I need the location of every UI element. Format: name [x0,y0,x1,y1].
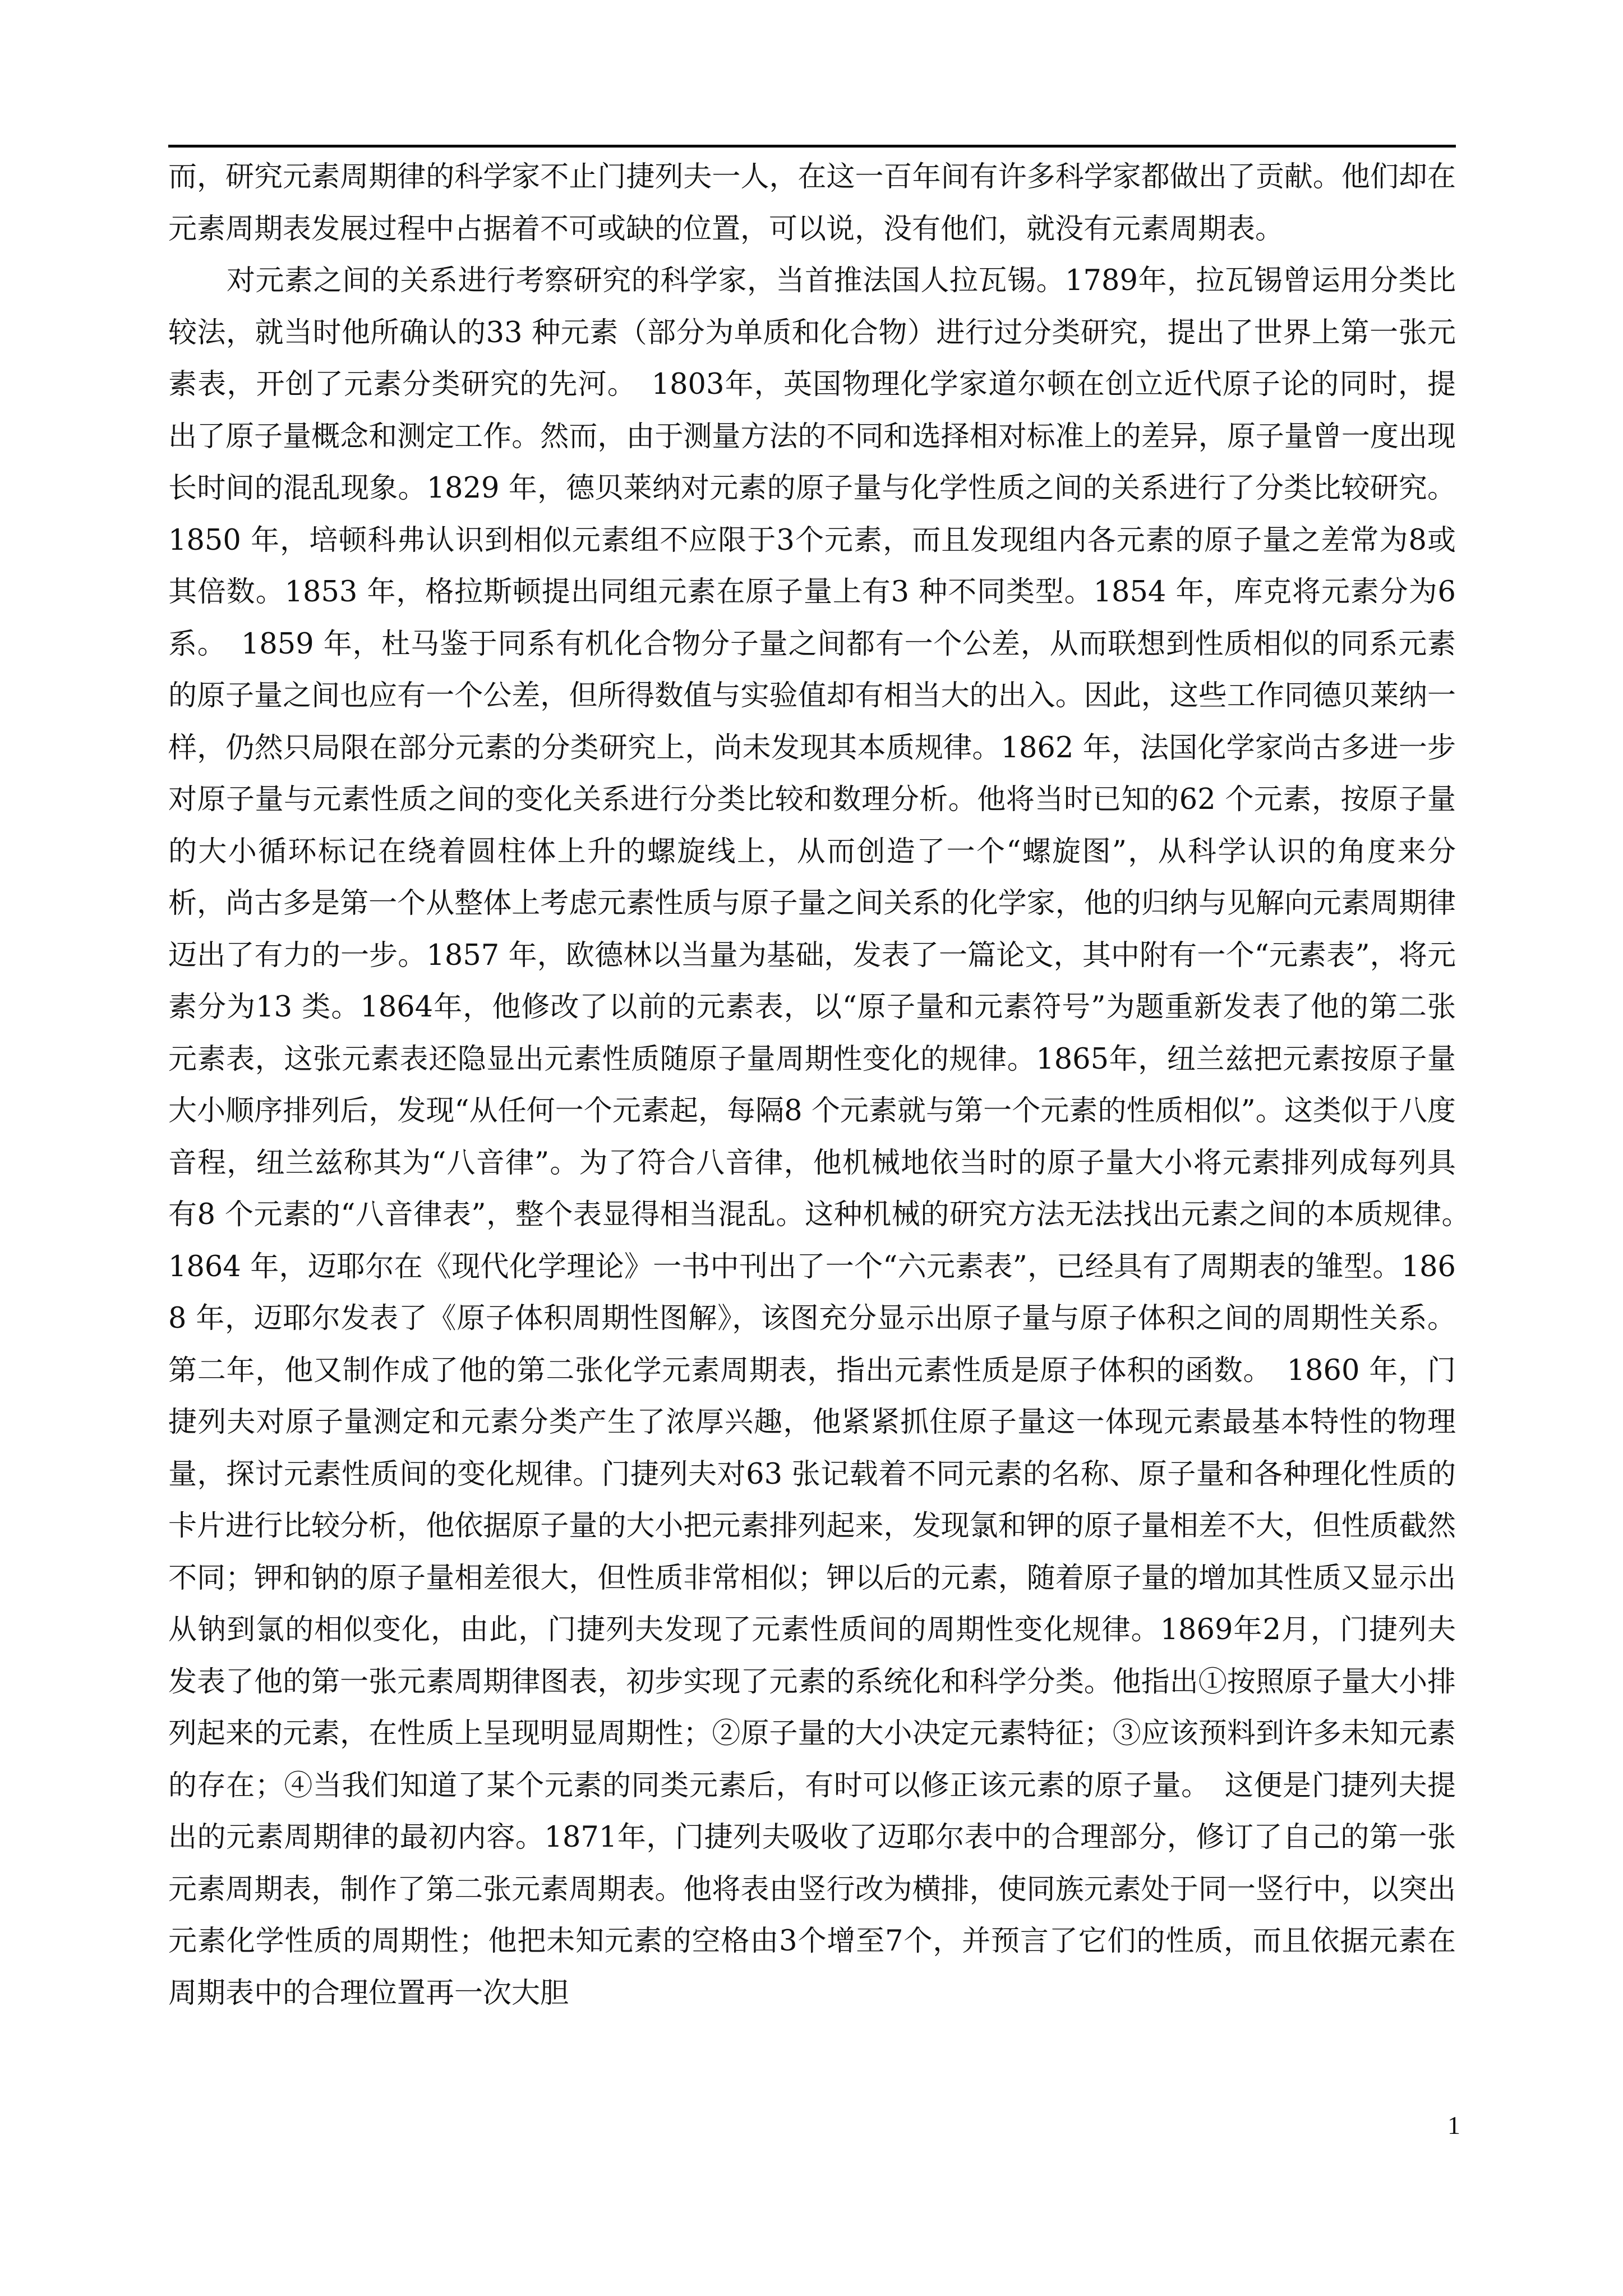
paragraph-history-periodic-law: 对元素之间的关系进行考察研究的科学家，当首推法国人拉瓦锡。1789年，拉瓦锡曾运用分类比较法，就当时他所确认的33 种元素（部分为单质和化合物）进行过分类研究，提出了世界上第一张元素表，开创了元素分类研究的先河。 1803年，英国物理化学家道尔顿在创立近代原子论的同时，提出了原子量概念和测定工作。然而，由于测量方法的不同和选择相对标准上的差异，原子量曾一度出现长时间的混乱现象。1829 年，德贝莱纳对元素的原子量与化学性质之间的关系进行了分类比较研究。1850 年，培顿科弗认识到相似元素组不应限于3个元素，而且发现组内各元素的原子量之差常为8或其倍数。1853 年，格拉斯顿提出同组元素在原子量上有3 种不同类型。1854 年，库克将元素分为6 系。 1859 年，杜马鉴于同系有机化合物分子量之间都有一个公差，从而联想到性质相似的同系元素的原子量之间也应有一个公差，但所得数值与实验值却有相当大的出入。因此，这些工作同德贝莱纳一样，仍然只局限在部分元素的分类研究上，尚未发现其本质规律。1862 年，法国化学家尚古多进一步对原子量与元素性质之间的变化关系进行分类比较和数理分析。他将当时已知的62 个元素，按原子量的大小循环标记在绕着圆柱体上升的螺旋线上，从而创造了一个“螺旋图”，从科学认识的角度来分析，尚古多是第一个从整体上考虑元素性质与原子量之间关系的化学家，他的归纳与见解向元素周期律迈出了有力的一步。1857 年，欧德林以当量为基础，发表了一篇论文，其中附有一个“元素表”，将元素分为13 类。1864年，他修改了以前的元素表，以“原子量和元素符号”为题重新发表了他的第二张元素表，这张元素表还隐显出元素性质随原子量周期性变化的规律。1865年，纽兰兹把元素按原子量大小顺序排列后，发现“从任何一个元素起，每隔8 个元素就与第一个元素的性质相似”。这类似于八度音程，纽兰兹称其为“八音律”。为了符合八音律，他机械地依当时的原子量大小将元素排列成每列具有8 个元素的“八音律表”，整个表显得相当混乱。这种机械的研究方法无法找出元素之间的本质规律。 1864 年，迈耶尔在《现代化学理论》一书中刊出了一个“六元素表”，已经具有了周期表的雏型。1868 年，迈耶尔发表了《原子体积周期性图解》，该图充分显示出原子量与原子体积之间的周期性关系。第二年，他又制作成了他的第二张化学元素周期表，指出元素性质是原子体积的函数。 1860 年，门捷列夫对原子量测定和元素分类产生了浓厚兴趣，他紧紧抓住原子量这一体现元素最基本特性的物理量，探讨元素性质间的变化规律。门捷列夫对63 张记载着不同元素的名称、原子量和各种理化性质的卡片进行比较分析，他依据原子量的大小把元素排列起来，发现氯和钾的原子量相差不大，但性质截然不同；钾和钠的原子量相差很大，但性质非常相似；钾以后的元素，随着原子量的增加其性质又显示出从钠到氯的相似变化，由此，门捷列夫发现了元素性质间的周期性变化规律。1869年2月，门捷列夫发表了他的第一张元素周期律图表，初步实现了元素的系统化和科学分类。他指出①按照原子量大小排列起来的元素，在性质上呈现明显周期性；②原子量的大小决定元素特征；③应该预料到许多未知元素的存在；④当我们知道了某个元素的同类元素后，有时可以修正该元素的原子量。 这便是门捷列夫提出的元素周期律的最初内容。1871年，门捷列夫吸收了迈耶尔表中的合理部分，修订了自己的第一张元素周期表，制作了第二张元素周期表。他将表由竖行改为横排，使同族元素处于同一竖行中，以突出元素化学性质的周期性；他把未知元素的空格由3个增至7个，并预言了它们的性质，而且依据元素在周期表中的合理位置再一次大胆 [168,264,1485,2010]
header-rule [168,145,1456,148]
document-body [168,151,1485,2019]
paragraph-continuation: 而，研究元素周期律的科学家不止门捷列夫一人，在这一百年间有许多科学家都做出了贡献。他们却在元素周期表发展过程中占据着不可或缺的位置，可以说，没有他们，就没有元素周期表。 [168,160,1456,246]
page-number: 1 [1447,2111,1460,2139]
